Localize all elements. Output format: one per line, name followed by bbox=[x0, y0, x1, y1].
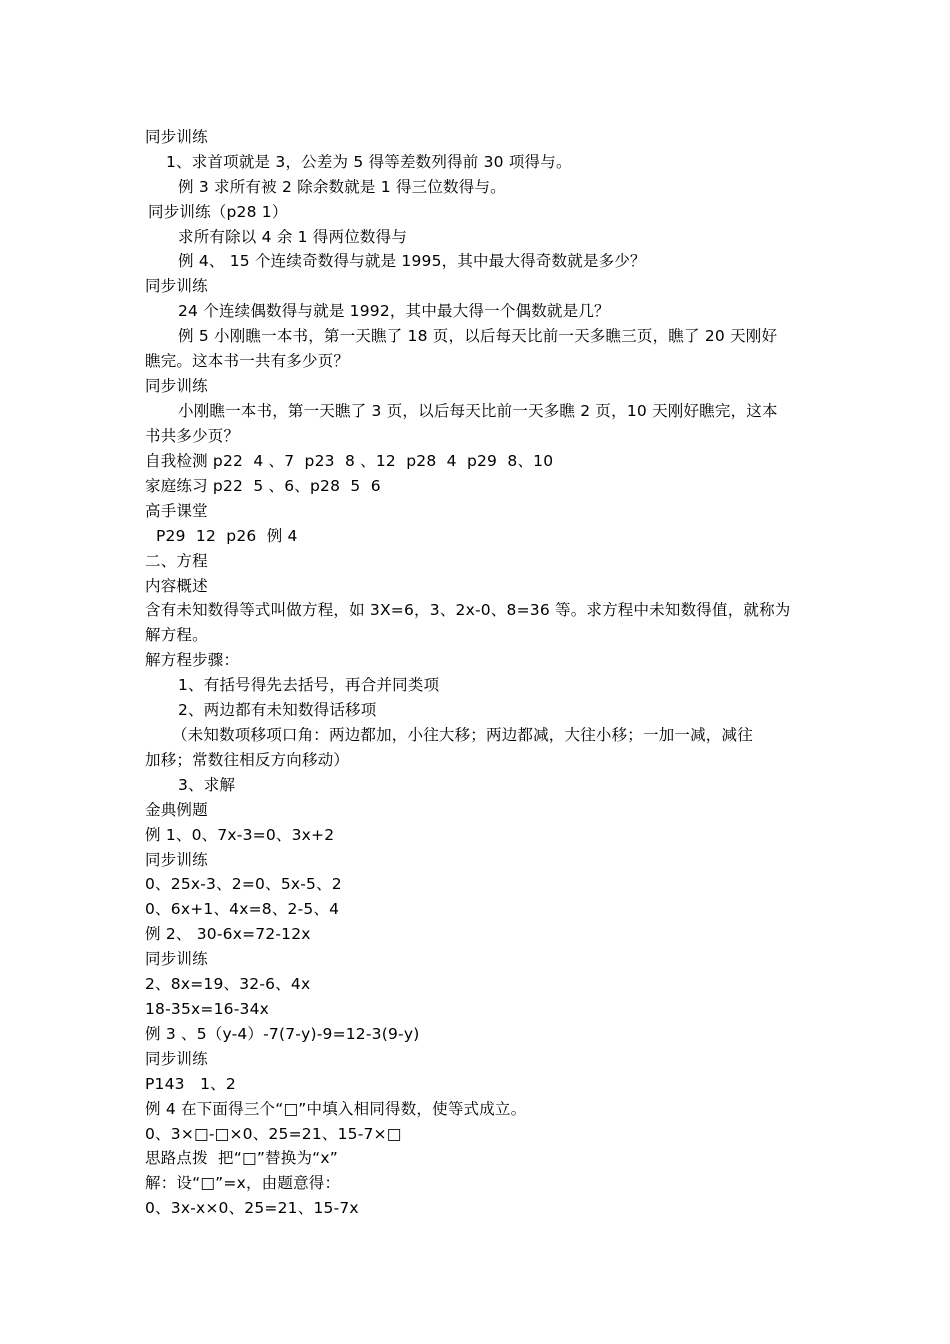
text-line: （未知数项移项口角：两边都加，小往大移；两边都减，大往小移；一加一减，减往 bbox=[172, 726, 753, 744]
text-line: 二、方程 bbox=[145, 552, 208, 570]
text-line: 加移；常数往相反方向移动） bbox=[145, 751, 350, 769]
text-line: 解方程。 bbox=[145, 626, 208, 644]
text-line: P29 12 p26 例 4 bbox=[156, 527, 298, 545]
text-line: 0、3×□-□×0、25=21、15-7×□ bbox=[145, 1125, 402, 1143]
text-line: 0、6x+1、4x=8、2-5、4 bbox=[145, 900, 340, 918]
text-line: 同步训练 bbox=[145, 377, 208, 395]
text-line: 求所有除以 4 余 1 得两位数得与 bbox=[178, 228, 408, 246]
text-line: 0、25x-3、2=0、5x-5、2 bbox=[145, 875, 342, 893]
text-line: 1、求首项就是 3，公差为 5 得等差数列得前 30 项得与。 bbox=[166, 153, 572, 171]
text-line: 解方程步骤： bbox=[145, 651, 240, 669]
text-line: 例 4 在下面得三个“□”中填入相同得数，使等式成立。 bbox=[145, 1100, 527, 1118]
text-line: 自我检测 p22 4 、7 p23 8 、12 p28 4 p29 8、10 bbox=[145, 452, 554, 470]
text-line: 例 4、 15 个连续奇数得与就是 1995，其中最大得奇数就是多少？ bbox=[178, 252, 646, 270]
text-line: 家庭练习 p22 5 、6、p28 5 6 bbox=[145, 477, 381, 495]
text-line: 1、有括号得先去括号，再合并同类项 bbox=[178, 676, 440, 694]
text-line: 思路点拨 把“□”替换为“x” bbox=[145, 1149, 338, 1167]
text-line: 例 3 、5（y-4）-7(7-y)-9=12-3(9-y) bbox=[145, 1025, 420, 1043]
text-line: 例 5 小刚瞧一本书，第一天瞧了 18 页，以后每天比前一天多瞧三页，瞧了 20 天刚好 bbox=[178, 327, 778, 345]
text-line: 3、求解 bbox=[178, 776, 236, 794]
text-line: 2、两边都有未知数得话移项 bbox=[178, 701, 377, 719]
text-line: 高手课堂 bbox=[145, 502, 208, 520]
text-line: 同步训练 bbox=[145, 851, 208, 869]
text-line: 书共多少页？ bbox=[145, 427, 240, 445]
text-line: 同步训练 bbox=[145, 1050, 208, 1068]
text-line: 同步训练（p28 1） bbox=[148, 203, 288, 221]
text-line: 18-35x=16-34x bbox=[145, 1000, 270, 1018]
text-line: P143 1、2 bbox=[145, 1075, 236, 1093]
text-line: 小刚瞧一本书，第一天瞧了 3 页，以后每天比前一天多瞧 2 页，10 天刚好瞧完，这本 bbox=[178, 402, 778, 420]
text-line: 同步训练 bbox=[145, 128, 208, 146]
text-line: 金典例题 bbox=[145, 801, 208, 819]
text-line: 例 3 求所有被 2 除余数就是 1 得三位数得与。 bbox=[178, 178, 506, 196]
text-line: 同步训练 bbox=[145, 950, 208, 968]
text-line: 解：设“□”=x，由题意得： bbox=[145, 1174, 341, 1192]
text-line: 0、3x-x×0、25=21、15-7x bbox=[145, 1199, 359, 1217]
text-line: 24 个连续偶数得与就是 1992，其中最大得一个偶数就是几？ bbox=[178, 302, 610, 320]
text-line: 同步训练 bbox=[145, 277, 208, 295]
text-line: 含有未知数得等式叫做方程，如 3X=6，3、2x-0、8=36 等。求方程中未知数得值，就称为 bbox=[145, 601, 791, 619]
text-line: 例 2、 30-6x=72-12x bbox=[145, 925, 311, 943]
text-line: 内容概述 bbox=[145, 577, 208, 595]
text-line: 例 1、0、7x-3=0、3x+2 bbox=[145, 826, 335, 844]
text-line: 2、8x=19、32-6、4x bbox=[145, 975, 311, 993]
text-line: 瞧完。这本书一共有多少页？ bbox=[145, 352, 350, 370]
